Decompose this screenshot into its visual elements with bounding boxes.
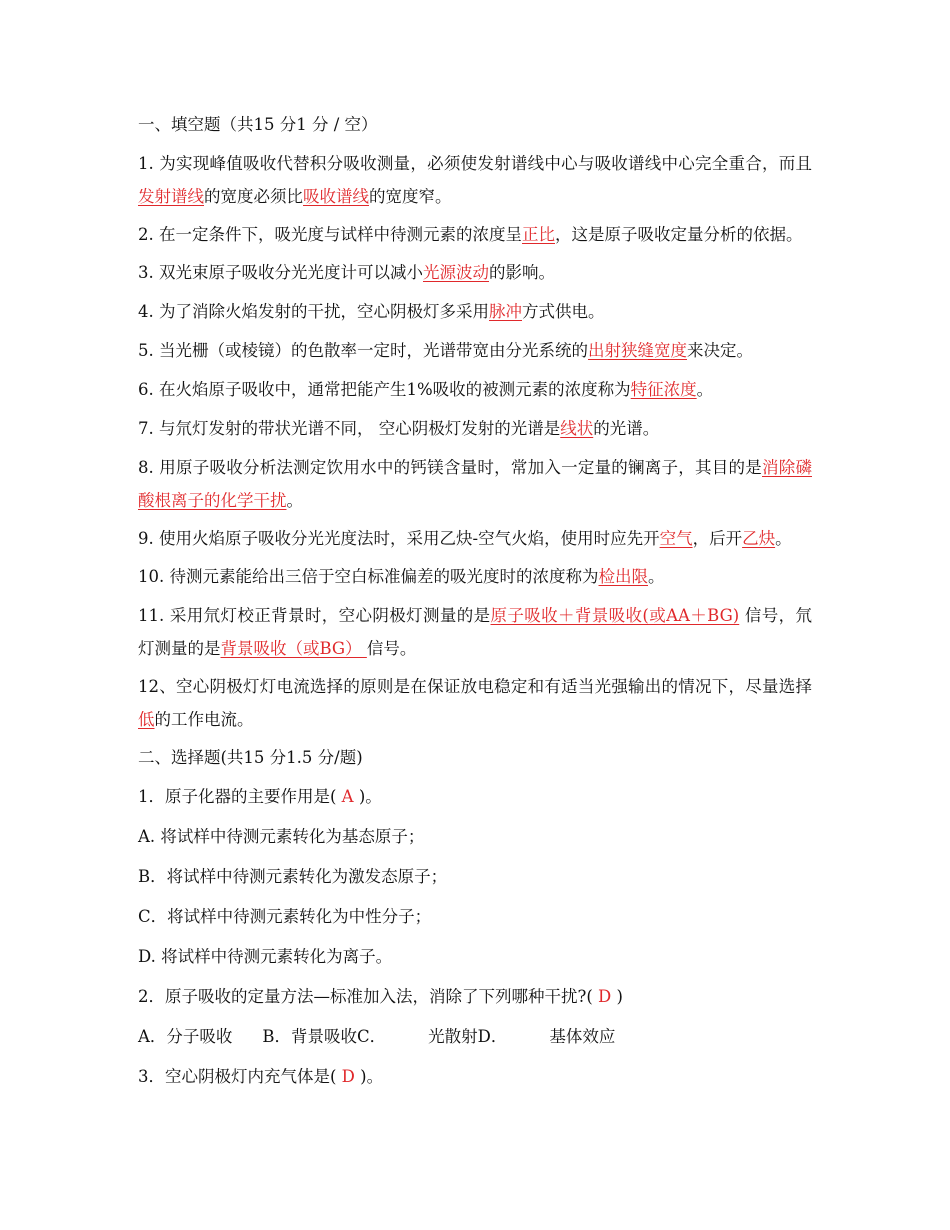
q3-answer: 光源波动 bbox=[423, 263, 489, 282]
q1-text-c: 的宽度窄。 bbox=[369, 187, 452, 206]
fill-question-12 bbox=[138, 670, 812, 736]
section-2-heading: 二、选择题(共15 分1.5 分/题) bbox=[138, 748, 363, 767]
fill-question-1 bbox=[138, 147, 812, 213]
q2-text-b: ，这是原子吸收定量分析的依据。 bbox=[555, 225, 803, 244]
section-1-heading: 一、填空题（共15 分1 分 / 空） bbox=[138, 115, 378, 134]
q11-text-a: 11. 采用氘灯校正背景时，空心阴极灯测量的是 bbox=[138, 606, 491, 625]
q8-text-b: 。 bbox=[286, 491, 303, 510]
fill-question-5 bbox=[138, 334, 812, 367]
q10-text-a: 10. 待测元素能给出三倍于空白标准偏差的吸光度时的浓度称为 bbox=[138, 567, 599, 586]
q7-text-a: 7. 与氘灯发射的带状光谱不同， 空心阴极灯发射的光谱是 bbox=[138, 419, 561, 438]
q2-text-a: 2. 在一定条件下，吸光度与试样中待测元素的浓度呈 bbox=[138, 225, 522, 244]
q2-answer: 正比 bbox=[522, 225, 555, 244]
choice-q1-end: )。 bbox=[358, 787, 382, 806]
q10-answer: 检出限 bbox=[598, 567, 648, 586]
q8-text-a: 8. 用原子吸收分析法测定饮用水中的钙镁含量时，常加入一定量的镧离子，其目的是 bbox=[138, 458, 762, 477]
q1-answer-1: 发射谱线 bbox=[138, 187, 204, 206]
fill-question-7 bbox=[138, 412, 812, 445]
choice-q3-end: )。 bbox=[360, 1067, 384, 1086]
choice-q3-answer: D bbox=[336, 1067, 361, 1086]
q8-answer: 消除磷酸根离子的化学干扰 bbox=[138, 458, 812, 510]
fill-question-3 bbox=[138, 256, 812, 289]
fill-question-8 bbox=[138, 451, 812, 517]
q1-answer-2: 吸收谱线 bbox=[303, 187, 369, 206]
q9-text-a: 9. 使用火焰原子吸收分光光度法时，采用乙炔-空气火焰，使用时应先开 bbox=[138, 529, 660, 548]
fill-question-9 bbox=[138, 522, 812, 555]
choice-q2-option-d: 基体效应 bbox=[549, 1027, 616, 1046]
q6-text-b: 。 bbox=[696, 380, 714, 399]
fill-question-11 bbox=[138, 599, 812, 665]
q6-text-a: 6. 在火焰原子吸收中，通常把能产生1%吸收的被测元素的浓度称为 bbox=[138, 380, 631, 399]
q6-answer: 特征浓度 bbox=[630, 380, 697, 399]
q12-text-a: 12、空心阴极灯灯电流选择的原则是在保证放电稳定和有适当光强输出的情况下，尽量选择 bbox=[138, 677, 812, 696]
choice-q2-stem: 2．原子吸收的定量方法—标准加入法，消除了下列哪种干扰?( bbox=[138, 987, 593, 1006]
choice-q2-option-b: B．背景吸收C． bbox=[262, 1027, 387, 1046]
q5-answer: 出射狭缝宽度 bbox=[588, 341, 687, 360]
choice-q1-answer: A bbox=[336, 787, 359, 806]
q11-answer-1: 原子吸收＋背景吸收(或AA＋BG) bbox=[490, 606, 740, 625]
choice-q2-answer: D bbox=[592, 987, 617, 1006]
q7-text-b: 的光谱。 bbox=[593, 419, 660, 438]
fill-question-4 bbox=[138, 295, 812, 328]
choice-q2-option-c: 光散射D． bbox=[428, 1027, 508, 1046]
choice-q2-end: ) bbox=[616, 987, 623, 1006]
q1-text-a: 1. 为实现峰值吸收代替积分吸收测量，必须使发射谱线中心与吸收谱线中心完全重合，而且 bbox=[138, 154, 812, 173]
q5-text-a: 5. 当光栅（或棱镜）的色散率一定时，光谱带宽由分光系统的 bbox=[138, 341, 588, 360]
choice-q1-option-a: A. 将试样中待测元素转化为基态原子； bbox=[138, 827, 425, 846]
q9-answer-1: 空气 bbox=[659, 529, 693, 548]
q7-answer: 线状 bbox=[560, 419, 594, 438]
choice-question-1 bbox=[138, 780, 812, 813]
choice-question-3 bbox=[138, 1060, 812, 1093]
q10-text-b: 。 bbox=[648, 567, 665, 586]
q1-text-b: 的宽度必须比 bbox=[204, 187, 303, 206]
q3-text-a: 3. 双光束原子吸收分光光度计可以减小 bbox=[138, 263, 423, 282]
choice-q2-options bbox=[138, 1020, 812, 1053]
fill-question-6 bbox=[138, 373, 812, 406]
q11-text-c: 信号。 bbox=[366, 639, 417, 658]
q3-text-b: 的影响。 bbox=[489, 263, 555, 282]
q9-text-b: ，后开 bbox=[692, 529, 743, 548]
q4-answer: 脉冲 bbox=[489, 302, 522, 321]
q9-text-c: 。 bbox=[775, 529, 792, 548]
fill-question-2 bbox=[138, 218, 812, 251]
q11-answer-2: 背景吸收（或BG） bbox=[220, 639, 367, 658]
q5-text-b: 来决定。 bbox=[687, 341, 753, 360]
choice-question-2 bbox=[138, 980, 812, 1013]
q11-text-b: 信号，氘灯测量的是 bbox=[138, 606, 812, 658]
choice-q1-option-c: C．将试样中待测元素转化为中性分子； bbox=[138, 907, 432, 926]
q12-text-b: 的工作电流。 bbox=[154, 710, 254, 729]
choice-q3-stem: 3．空心阴极灯内充气体是( bbox=[138, 1067, 337, 1086]
choice-q1-option-d: D. 将试样中待测元素转化为离子。 bbox=[138, 947, 393, 966]
q9-answer-2: 乙炔 bbox=[742, 529, 776, 548]
q4-text-b: 方式供电。 bbox=[522, 302, 605, 321]
choice-q1-option-b: B．将试样中待测元素转化为激发态原子； bbox=[138, 867, 448, 886]
choice-q1-stem: 1．原子化器的主要作用是( bbox=[138, 787, 337, 806]
fill-question-10 bbox=[138, 560, 812, 593]
q4-text-a: 4. 为了消除火焰发射的干扰，空心阴极灯多采用 bbox=[138, 302, 489, 321]
q12-answer: 低 bbox=[138, 710, 155, 729]
choice-q2-option-a: A．分子吸收 bbox=[138, 1027, 233, 1046]
